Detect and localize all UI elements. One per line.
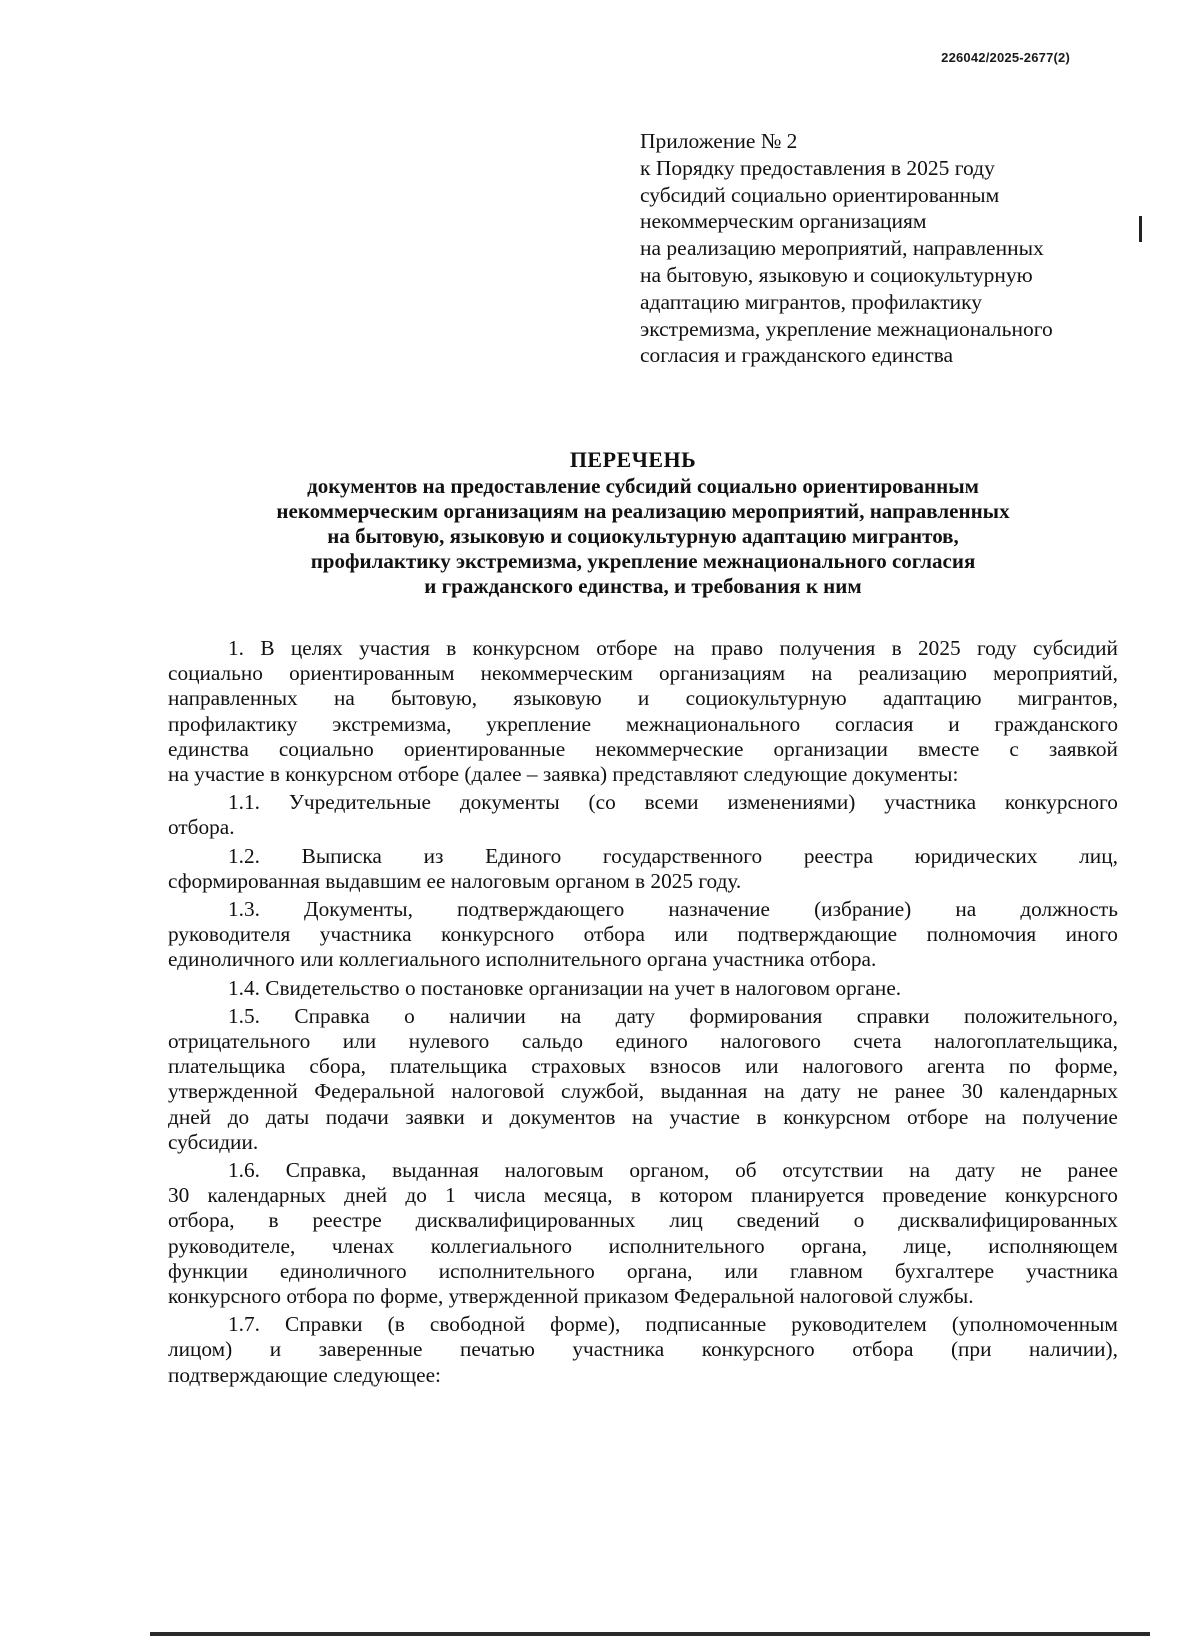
- paragraph-line: отбора.: [168, 815, 235, 840]
- paragraph-p1-1: [168, 790, 1118, 840]
- appendix-line: на реализацию мероприятий, направленных: [640, 236, 1044, 261]
- subtitle-line: на бытовую, языковую и социокультурную адаптацию мигрантов,: [327, 524, 959, 548]
- paragraph-line: профилактику экстремизма, укрепление межнационального согласия и гражданского: [168, 711, 1118, 736]
- paragraph-line: 1.7. Справки (в свободной форме), подписанные руководителем (уполномоченным: [228, 1312, 1118, 1337]
- paragraph-p1-2: [168, 844, 1118, 894]
- paragraph-p1-3: [168, 897, 1118, 973]
- paragraph-line: руководителя участника конкурсного отбора или подтверждающие полномочия иного: [168, 922, 1118, 947]
- paragraph-p1-4: [168, 976, 1118, 1001]
- paragraph-line: дней до даты подачи заявки и документов на участие в конкурсном отборе на получение: [168, 1104, 1118, 1129]
- paragraph-p1-6: [168, 1158, 1118, 1309]
- paragraph-line: подтверждающие следующее:: [168, 1362, 441, 1387]
- appendix-line: некоммерческим организациям: [640, 209, 927, 234]
- paragraph-line: 1.6. Справка, выданная налоговым органом, об отсутствии на дату не ранее: [228, 1158, 1118, 1183]
- paragraph-line: 1.3. Документы, подтверждающего назначение (избрание) на должность: [228, 897, 1118, 922]
- paragraph-line: 1.4. Свидетельство о постановке организации на учет в налоговом органе.: [228, 975, 902, 1000]
- paragraph-line: плательщика сбора, плательщика страховых взносов или налогового агента по форме,: [168, 1054, 1118, 1079]
- paragraph-p1-7: [168, 1312, 1118, 1388]
- bottom-scan-edge: [150, 1632, 1150, 1636]
- appendix-header: [640, 128, 1120, 369]
- document-subtitle: [168, 474, 1118, 599]
- subtitle-line: и гражданского единства, и требования к ним: [424, 574, 862, 598]
- paragraph-line: 30 календарных дней до 1 числа месяца, в котором планируется проведение конкурсного: [168, 1183, 1118, 1208]
- paragraph-line: единоличного или коллегиального исполнительного органа участника отбора.: [168, 947, 877, 972]
- title-block: [168, 446, 1118, 599]
- document-body: [168, 636, 1118, 1391]
- appendix-line: адаптацию мигрантов, профилактику: [640, 289, 983, 314]
- appendix-line: экстремизма, укрепление межнационального: [640, 316, 1053, 341]
- appendix-line: согласия и гражданского единства: [640, 343, 954, 368]
- document-title: ПЕРЕЧЕНЬ: [569, 447, 697, 472]
- subtitle-line: профилактику экстремизма, укрепление межнационального согласия: [310, 549, 976, 573]
- paragraph-line: функции единоличного исполнительного органа, или главном бухгалтере участника: [168, 1258, 1118, 1283]
- appendix-line: Приложение № 2: [640, 129, 798, 153]
- paragraph-line: направленных на бытовую, языковую и социокультурную адаптацию мигрантов,: [168, 686, 1118, 711]
- appendix-line: к Порядку предоставления в 2025 году: [640, 155, 995, 180]
- paragraph-line: 1.5. Справка о наличии на дату формирования справки положительного,: [228, 1003, 1118, 1028]
- paragraph-line: 1.1. Учредительные документы (со всеми изменениями) участника конкурсного: [228, 790, 1118, 815]
- paragraph-line: утвержденной Федеральной налоговой службой, выданная на дату не ранее 30 календарных: [168, 1079, 1118, 1104]
- paragraph-p1: [168, 636, 1118, 787]
- paragraph-line: субсидии.: [168, 1129, 259, 1154]
- document-number: 226042/2025-2677(2): [941, 50, 1070, 65]
- paragraph-line: руководителе, членах коллегиального исполнительного органа, лице, исполняющем: [168, 1233, 1118, 1258]
- paragraph-p1-5: [168, 1004, 1118, 1155]
- subtitle-line: некоммерческим организациям на реализацию мероприятий, направленных: [276, 499, 1010, 523]
- paragraph-line: конкурсного отбора по форме, утвержденной приказом Федеральной налоговой службы.: [168, 1284, 974, 1309]
- paragraph-line: отбора, в реестре дисквалифицированных лиц сведений о дисквалифицированных: [168, 1208, 1118, 1233]
- appendix-line: субсидий социально ориентированным: [640, 182, 1000, 207]
- paragraph-line: лицом) и заверенные печатью участника конкурсного отбора (при наличии),: [168, 1337, 1118, 1362]
- scan-edge-mark: [1139, 216, 1142, 242]
- paragraph-line: 1. В целях участия в конкурсном отборе на право получения в 2025 году субсидий: [228, 636, 1118, 660]
- paragraph-line: 1.2. Выписка из Единого государственного реестра юридических лиц,: [228, 843, 1118, 868]
- paragraph-line: сформированная выдавшим ее налоговым органом в 2025 году.: [168, 868, 742, 893]
- subtitle-line: документов на предоставление субсидий социально ориентированным: [307, 474, 979, 498]
- paragraph-line: социально ориентированным некоммерческим организациям на реализацию мероприятий,: [168, 661, 1118, 686]
- paragraph-line: отрицательного или нулевого сальдо единого налогового счета налогоплательщика,: [168, 1029, 1118, 1054]
- appendix-line: на бытовую, языковую и социокультурную: [640, 262, 1033, 287]
- paragraph-line: единства социально ориентированные некоммерческие организации вместе с заявкой: [168, 736, 1118, 761]
- paragraph-line: на участие в конкурсном отборе (далее – заявка) представляют следующие документы:: [168, 762, 959, 787]
